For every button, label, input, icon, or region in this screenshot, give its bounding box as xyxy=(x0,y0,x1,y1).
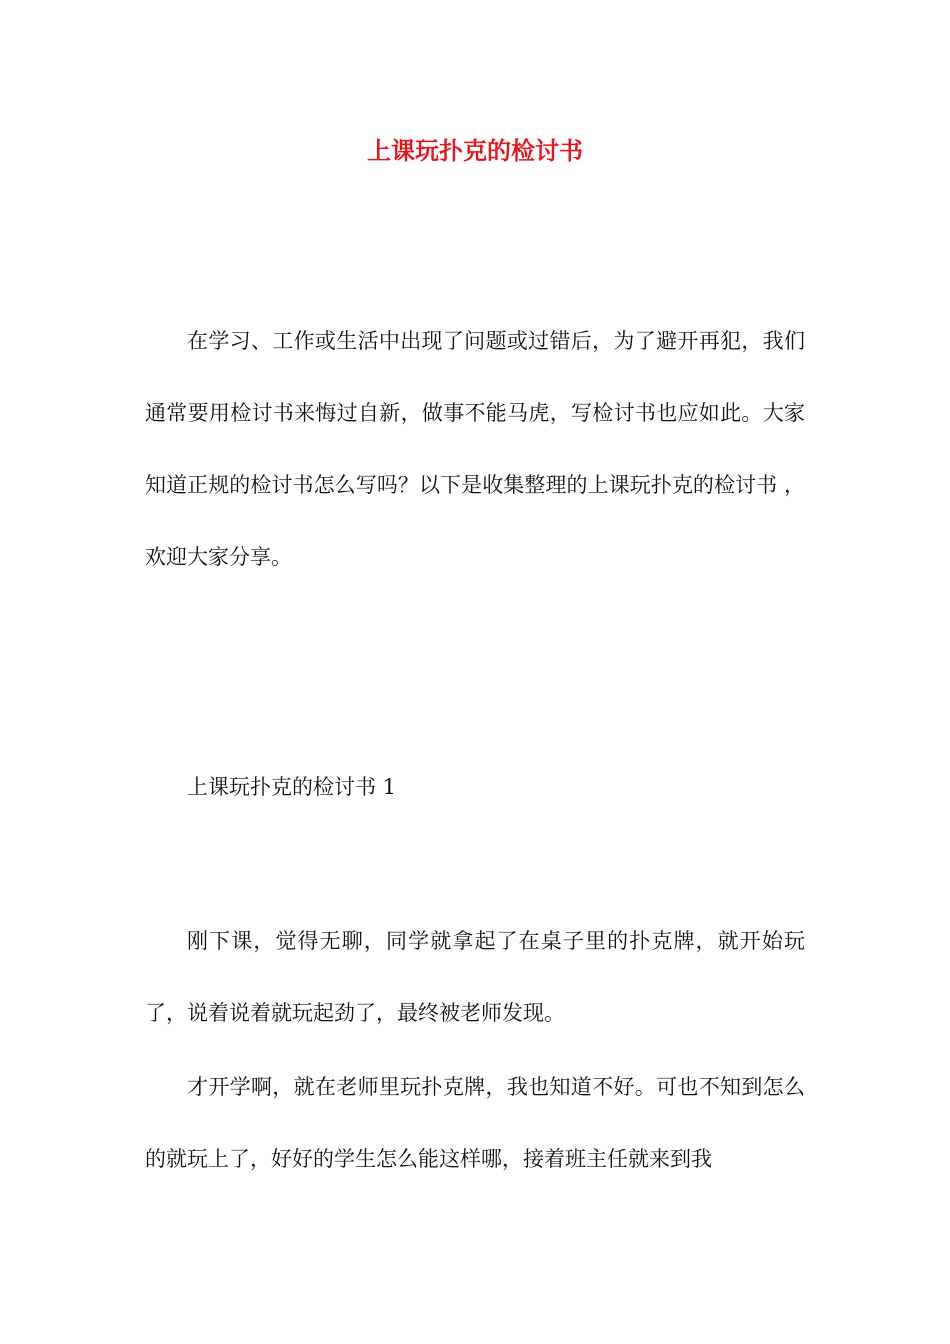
section-heading: 上课玩扑克的检讨书 1 xyxy=(187,775,397,799)
body-paragraph: 刚下课，觉得无聊，同学就拿起了在桌子里的扑克牌，就开始玩了，说着说着就玩起劲了，最终被老师发现。 xyxy=(145,929,805,1025)
body-paragraph: 才开学啊，就在老师里玩扑克牌，我也知道不好。可也不知到怎么的就玩上了，好好的学生怎么能这样哪，接着班主任就来到我 xyxy=(145,1075,805,1171)
intro-paragraph: 在学习、工作或生活中出现了问题或过错后，为了避开再犯，我们通常要用检讨书来悔过自新，做事不能马虎，写检讨书也应如此。大家知道正规的检讨书怎么写吗？以下是收集整理的上课玩扑克的检讨书 ，欢迎大家分享。 xyxy=(145,329,805,569)
document-title: 上课玩扑克的检讨书 xyxy=(367,136,583,165)
